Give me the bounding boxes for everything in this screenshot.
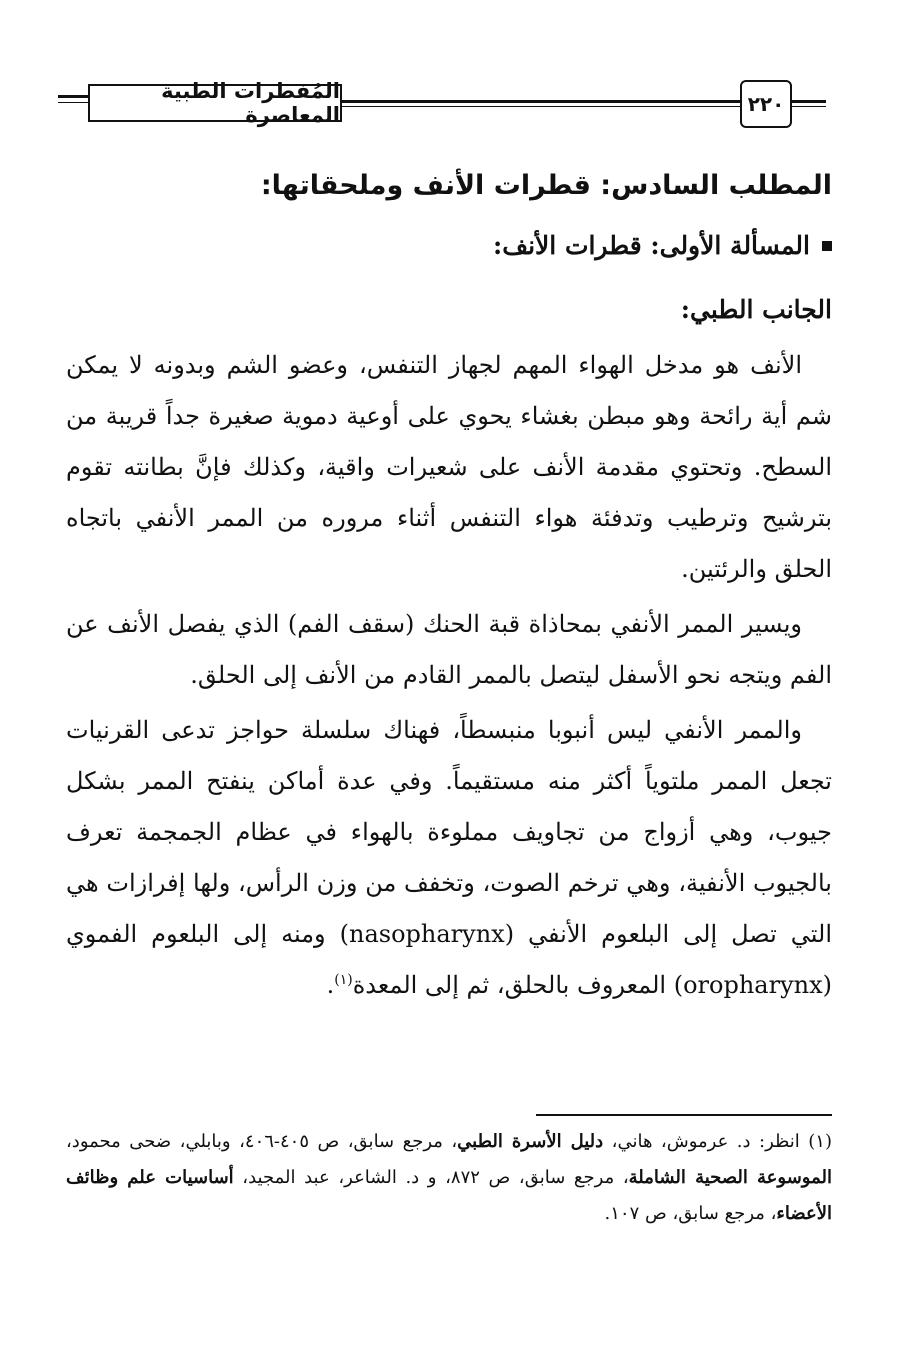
- paragraph-2: ويسير الممر الأنفي بمحاذاة قبة الحنك (سقف الفم) الذي يفصل الأنف عن الفم ويتجه نحو الأسفل ليتصل بالممر القادم من الأنف إلى الحلق.: [66, 610, 832, 689]
- footnote-book-2: الموسوعة الصحية الشاملة: [628, 1167, 832, 1188]
- footnote-separator: [536, 1114, 832, 1116]
- paragraph-1: الأنف هو مدخل الهواء المهم لجهاز التنفس، وعضو الشم وبدونه لا يمكن شم أية رائحة وهو مبطن بغشاء يحوي على أوعية دموية صغيرة جداً قريبة من السطح. وتحتوي مقدمة الأنف على شعيرات واقية، وكذلك فإنَّ بطانته تقوم بترشيح وترطيب وتدفئة هواء التنفس أثناء مروره من الممر الأنفي باتجاه الحلق والرئتين.: [66, 351, 833, 583]
- header-rule-left-thin: [58, 102, 88, 103]
- footnote-book-3: أساسيات علم وظائف الأعضاء: [66, 1167, 832, 1224]
- section-title: المطلب السادس: قطرات الأنف وملحقاتها:: [260, 170, 832, 201]
- paragraph-3-part-3: ) المعروف بالحلق، ثم إلى المعدة: [352, 971, 684, 999]
- page-number: ٢٢٠: [747, 92, 785, 116]
- running-header: [0, 0, 908, 140]
- term-nasopharynx: nasopharynx: [349, 920, 505, 948]
- footnote-text-4: ، مرجع سابق، ص ١٠٧.: [604, 1203, 777, 1224]
- paragraph-3-part-4: .: [326, 971, 335, 999]
- square-bullet-icon: [822, 241, 832, 251]
- main-content: [66, 150, 832, 1015]
- paragraph-3-part-1: والممر الأنفي ليس أنبوبا منبسطاً، فهناك سلسلة حواجز تدعى القرنيات تجعل الممر ملتوياً أكثر منه مستقيماً. وفي عدة أماكن ينفتح الممر بشكل جيوب، وهي أزواج من تجاويف مملوءة بالهواء في عظام الجمجمة تعرف بالجيوب الأنفية، وهي ترخم الصوت، وتخفف من وزن الرأس، ولها إفرازات هي التي تصل إلى البلعوم الأنفي (: [66, 716, 832, 948]
- header-rule-right-thin: [792, 106, 826, 107]
- header-rule-right: [792, 100, 826, 103]
- paragraph-3: [66, 705, 832, 1011]
- footnote-reference[interactable]: (١): [334, 972, 353, 988]
- subsection-title: المسألة الأولى: قطرات الأنف:: [492, 231, 810, 260]
- header-rule-middle-thin: [342, 106, 740, 107]
- footnote: [66, 1124, 832, 1232]
- footnote-text-3: ، مرجع سابق، ص ٨٧٢، و د. الشاعر، عبد المجيد،: [242, 1167, 629, 1188]
- paragraph-3-part-2: ) ومنه إلى البلعوم الفموي (: [66, 920, 832, 999]
- running-title: المُفطرات الطبية المعاصرة: [161, 79, 340, 127]
- term-oropharynx: oropharynx: [683, 971, 823, 999]
- footnote-text-1: انظر: د. عرموش، هاني،: [611, 1131, 800, 1152]
- subsection-heading: [66, 226, 832, 266]
- header-rule-middle: [342, 100, 740, 103]
- aspect-label: الجانب الطبي:: [680, 295, 832, 324]
- page-number-box: [740, 80, 792, 128]
- header-rule-left: [58, 95, 88, 98]
- footnote-number: (١): [808, 1131, 832, 1152]
- running-title-box: [88, 79, 342, 127]
- footnote-book-1: دليل الأسرة الطبي: [457, 1131, 604, 1152]
- footnote-text-2: ، مرجع سابق، ص ٤٠٥-٤٠٦، وبابلي، ضحى محمود،: [66, 1131, 458, 1152]
